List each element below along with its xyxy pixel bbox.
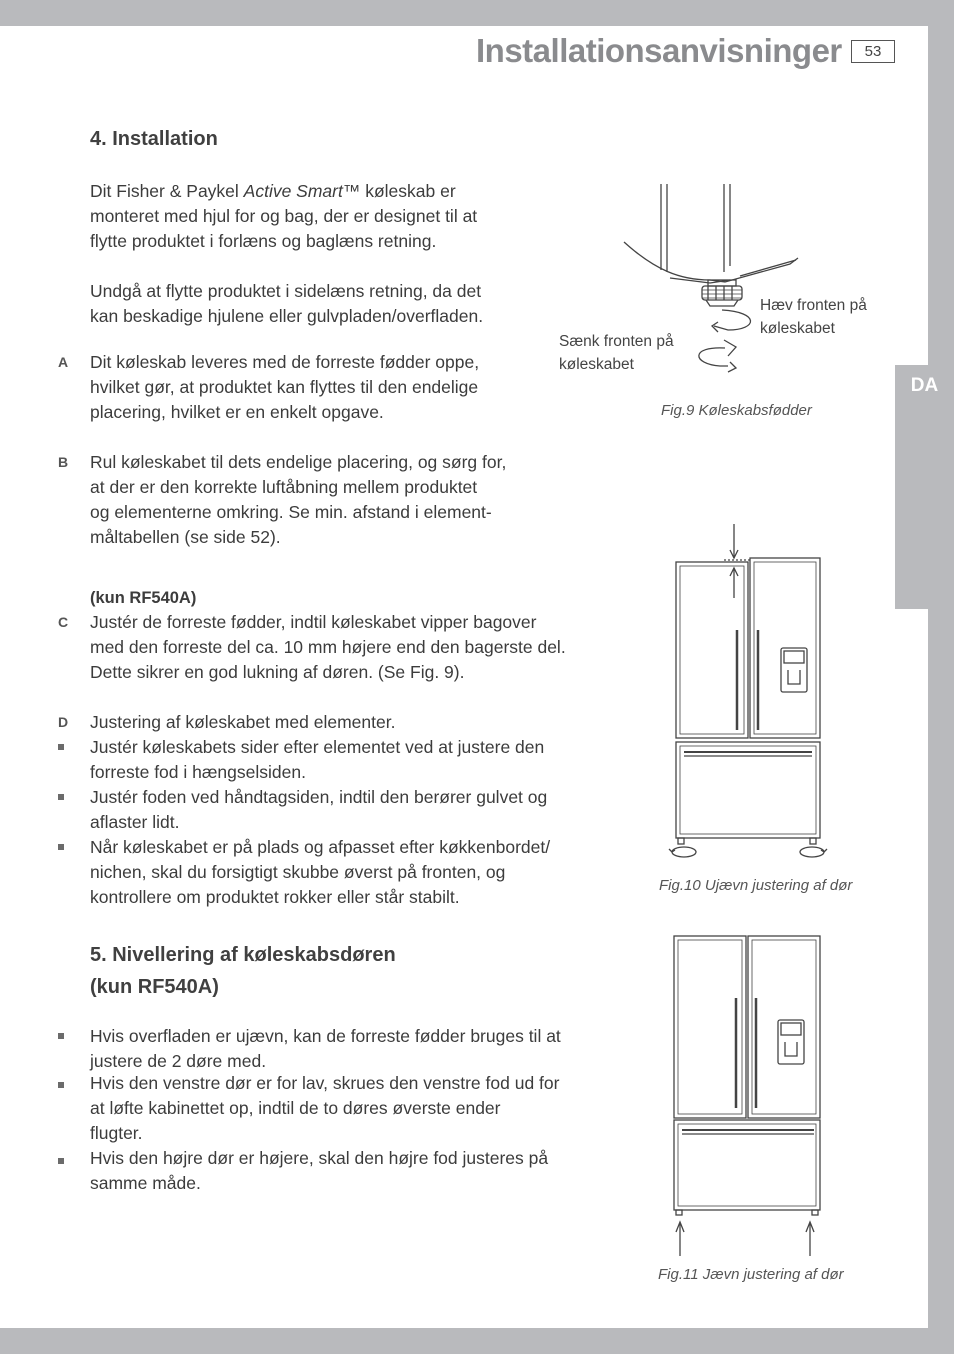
bullet-square xyxy=(58,744,64,750)
step-c-line-2: med den forreste del ca. 10 mm højere end den bagerste del. xyxy=(90,637,566,657)
language-tab xyxy=(895,365,939,609)
step-marker-c: C xyxy=(58,614,69,630)
fridge-uneven-doors-illustration xyxy=(664,520,834,865)
fridge-even-doors-illustration xyxy=(664,928,834,1260)
warning-line-1: Undgå at flytte produktet i sidelæns retning, da det xyxy=(90,281,482,301)
bullet-square xyxy=(58,1158,64,1164)
intro-text: ™ køleskab er xyxy=(342,181,456,201)
bullet-5-2-line-2: at løfte kabinettet op, indtil de to døres øverste ender xyxy=(90,1098,501,1118)
step-c-line-1: Justér de forreste fødder, indtil køleskabet vipper bagover xyxy=(90,612,537,632)
bullet-5-1-line-1: Hvis overfladen er ujævn, kan de forreste fødder bruges til at xyxy=(90,1026,561,1046)
bullet-5-3-line-2: samme måde. xyxy=(90,1173,201,1193)
step-a-line-2: hvilket gør, at produktet kan flyttes til den endelige xyxy=(90,377,479,397)
step-marker-d: D xyxy=(58,714,69,730)
model-note: (kun RF540A) xyxy=(90,589,197,607)
figure-11-caption: Fig.11 Jævn justering af dør xyxy=(658,1266,844,1283)
step-b-line-3: og elementerne omkring. Se min. afstand i element- xyxy=(90,502,492,522)
bullet-4-1-line-1: Justér køleskabets sider efter elementet ved at justere den xyxy=(90,737,545,757)
bullet-5-1-line-2: justere de 2 døre med. xyxy=(90,1051,267,1071)
step-a-line-3: placering, hvilket er en enkelt opgave. xyxy=(90,402,384,422)
step-marker-a: A xyxy=(58,354,69,370)
intro-text: Dit Fisher & Paykel xyxy=(90,181,244,201)
figure-9-caption: Fig.9 Køleskabsfødder xyxy=(661,402,812,419)
bullet-5-2-line-1: Hvis den venstre dør er for lav, skrues den venstre fod ud for xyxy=(90,1073,560,1093)
bullet-4-3-line-2: nichen, skal du forsigtigt skubbe øverst på fronten, og xyxy=(90,862,506,882)
bullet-square xyxy=(58,1082,64,1088)
figure-10-caption: Fig.10 Ujævn justering af dør xyxy=(659,877,853,894)
section-heading-leveling: 5. Nivellering af køleskabsdøren xyxy=(90,944,396,966)
bullet-square xyxy=(58,794,64,800)
step-b-line-2: at der er den korrekte luftåbning mellem produktet xyxy=(90,477,478,497)
bullet-4-3-line-1: Når køleskabet er på plads og afpasset efter køkkenbordet/ xyxy=(90,837,551,857)
raise-front-label-1: Hæv fronten på xyxy=(760,297,867,314)
bullet-4-3-line-3: kontrollere om produktet rokker eller står stabilt. xyxy=(90,887,460,907)
language-tab-label: DA xyxy=(910,375,939,396)
page-number: 53 xyxy=(851,40,895,63)
raise-front-label-2: køleskabet xyxy=(760,320,835,337)
page-edge-right xyxy=(928,0,954,1354)
step-b-line-1: Rul køleskabet til dets endelige placering, og sørg for, xyxy=(90,452,507,472)
section-heading-leveling-model: (kun RF540A) xyxy=(90,976,219,998)
page-edge-bottom xyxy=(0,1328,954,1354)
page-title: Installationsanvisninger xyxy=(476,32,842,69)
lower-front-label-2: køleskabet xyxy=(559,356,634,373)
bullet-5-2-line-3: flugter. xyxy=(90,1123,143,1143)
step-b-line-4: måltabellen (se side 52). xyxy=(90,527,281,547)
warning-line-2: kan beskadige hjulene eller gulvpladen/overfladen. xyxy=(90,306,484,326)
step-c-line-3: Dette sikrer en god lukning af døren. (Se Fig. 9). xyxy=(90,662,465,682)
bullet-4-2-line-1: Justér foden ved håndtagsiden, indtil den berører gulvet og xyxy=(90,787,548,807)
intro-line-2: monteret med hjul for og bag, der er designet til at xyxy=(90,206,478,226)
intro-product-name: Active Smart xyxy=(243,181,343,201)
step-marker-b: B xyxy=(58,454,69,470)
intro-line-1 xyxy=(90,179,456,204)
intro-line-3: flytte produktet i forlæns og baglæns retning. xyxy=(90,231,437,251)
lower-front-label-1: Sænk fronten på xyxy=(559,333,674,350)
bullet-4-1-line-2: forreste fod i hængselsiden. xyxy=(90,762,306,782)
step-d-line: Justering af køleskabet med elementer. xyxy=(90,712,396,732)
bullet-square xyxy=(58,844,64,850)
bullet-4-2-line-2: aflaster lidt. xyxy=(90,812,180,832)
bullet-square xyxy=(58,1033,64,1039)
step-a-line-1: Dit køleskab leveres med de forreste fødder oppe, xyxy=(90,352,480,372)
section-heading-installation: 4. Installation xyxy=(90,128,218,150)
bullet-5-3-line-1: Hvis den højre dør er højere, skal den højre fod justeres på xyxy=(90,1148,549,1168)
